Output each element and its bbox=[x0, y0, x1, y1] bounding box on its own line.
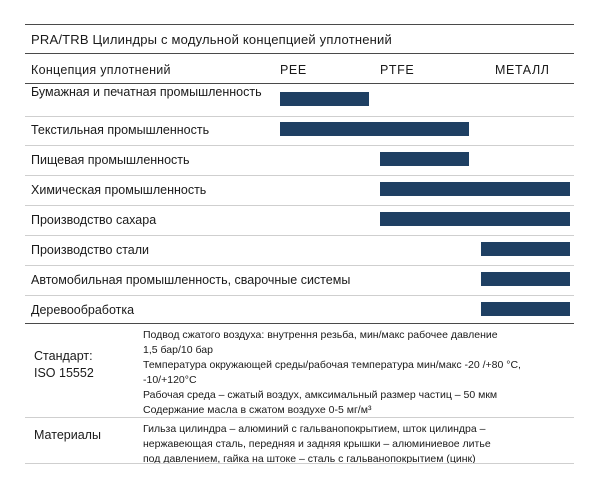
column-header-metal: МЕТАЛЛ bbox=[495, 63, 550, 77]
bar-chemical-ptfe-metal bbox=[380, 182, 570, 196]
spec-line: -10/+120°C bbox=[143, 374, 197, 386]
table-top-border bbox=[25, 24, 574, 25]
materials-line: под давлением, гайка на штоке – сталь с гальванопокрытием (цинк) bbox=[143, 453, 476, 465]
bar-woodworking-metal bbox=[481, 302, 570, 316]
row-divider bbox=[25, 295, 574, 296]
standard-label-line2: ISO 15552 bbox=[34, 366, 94, 380]
section-divider bbox=[25, 417, 574, 418]
materials-label: Материалы bbox=[34, 428, 101, 442]
bar-paper-pee bbox=[280, 92, 369, 106]
row-divider bbox=[25, 265, 574, 266]
column-header-pee: PEE bbox=[280, 63, 307, 77]
row-divider bbox=[25, 175, 574, 176]
column-header-ptfe: PTFE bbox=[380, 63, 415, 77]
table-end-border bbox=[25, 463, 574, 464]
row-label-paper: Бумажная и печатная промышленность bbox=[31, 85, 262, 99]
row-divider bbox=[25, 116, 574, 117]
materials-text bbox=[143, 422, 573, 467]
standard-label-line1: Стандарт: bbox=[34, 349, 93, 363]
row-divider bbox=[25, 145, 574, 146]
materials-line: Гильза цилиндра – алюминий с гальванопокрытием, шток цилиндра – bbox=[143, 423, 486, 435]
spec-line: Температура окружающей среды/рабочая температура мин/макс -20 /+80 °C, bbox=[143, 359, 521, 371]
row-label-textile: Текстильная промышленность bbox=[31, 123, 210, 137]
column-header-concept: Концепция уплотнений bbox=[31, 63, 171, 77]
row-label-woodworking: Деревообработка bbox=[31, 303, 135, 317]
row-label-sugar: Производство сахара bbox=[31, 213, 157, 227]
bar-automotive-metal bbox=[481, 272, 570, 286]
bar-textile-pee-ptfe bbox=[280, 122, 469, 136]
bar-food-ptfe bbox=[380, 152, 469, 166]
row-divider bbox=[25, 205, 574, 206]
spec-line: Рабочая среда – сжатый воздух, амксимальный размер частиц – 50 мкм bbox=[143, 389, 498, 401]
standard-label bbox=[34, 348, 94, 382]
spec-line: 1,5 бар/10 бар bbox=[143, 344, 213, 356]
table-bottom-border bbox=[25, 323, 574, 324]
bar-steel-metal bbox=[481, 242, 570, 256]
standard-spec-text bbox=[143, 328, 573, 418]
page-title: PRA/TRB Цилиндры с модульной концепцией уплотнений bbox=[31, 32, 392, 47]
row-label-chemical: Химическая промышленность bbox=[31, 183, 207, 197]
title-divider bbox=[25, 53, 574, 54]
row-label-steel: Производство стали bbox=[31, 243, 150, 257]
bar-sugar-ptfe-metal bbox=[380, 212, 570, 226]
spec-line: Подвод сжатого воздуха: внутрення резьба, мин/макс рабочее давление bbox=[143, 329, 498, 341]
materials-line: нержавеющая сталь, передняя и задняя крышки – алюминиевое литье bbox=[143, 438, 491, 450]
row-label-food: Пищевая промышленность bbox=[31, 153, 190, 167]
row-label-automotive: Автомобильная промышленность, сварочные системы bbox=[31, 273, 351, 287]
row-divider bbox=[25, 235, 574, 236]
spec-line: Содержание масла в сжатом воздухе 0-5 мг/м³ bbox=[143, 404, 372, 416]
